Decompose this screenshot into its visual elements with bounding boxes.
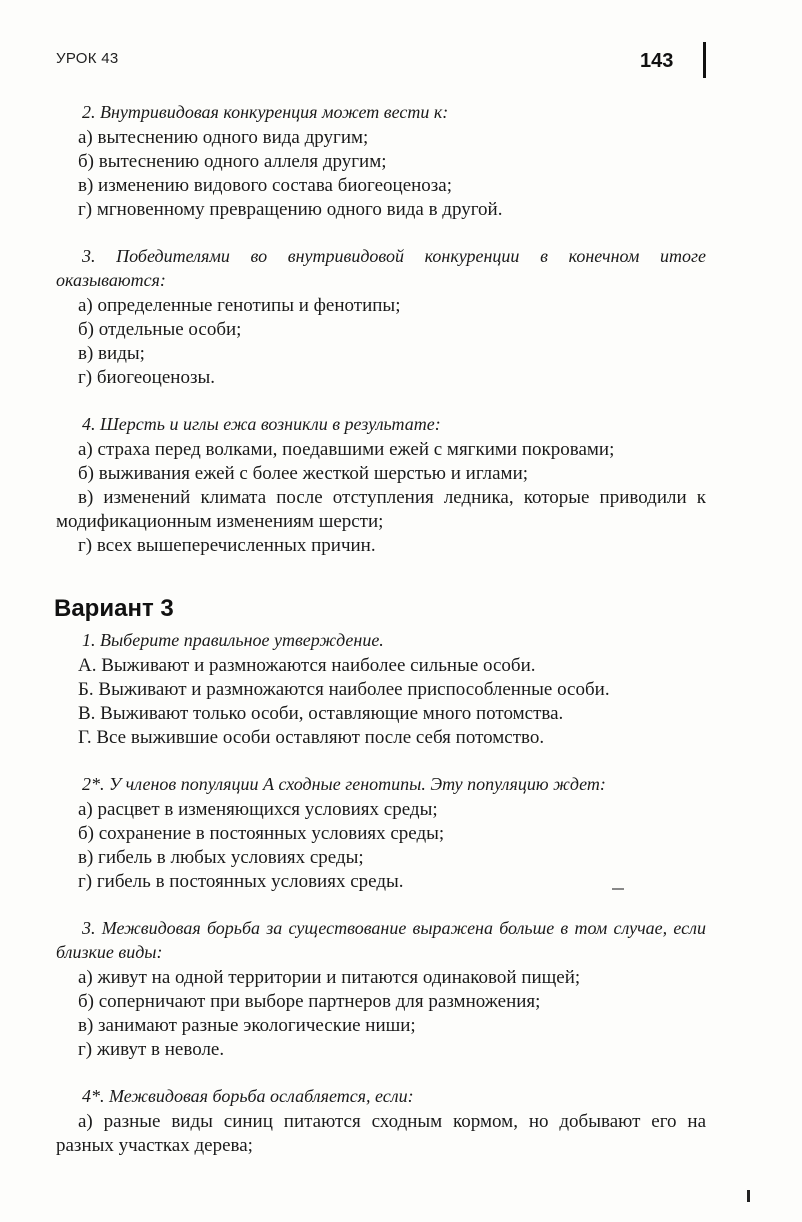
answer-option: б) выживания ежей с более жесткой шерстью и иглами; [78,463,529,484]
page-number-rule [703,42,706,78]
answer-option: г) биогеоценозы. [78,367,215,388]
answer-option: а) вытеснению одного вида другим; [78,127,369,148]
answer-option: в) занимают разные экологические ниши; [78,1015,416,1036]
answer-option: Г. Все выжившие особи оставляют после себя потомство. [78,727,545,748]
question-title: 2*. У членов популяции А сходные генотипы. Эту популяцию ждет: [82,774,606,794]
answer-option: б) отдельные особи; [78,319,242,340]
question-title: 1. Выберите правильное утверждение. [82,630,384,650]
answer-option: б) соперничают при выборе партнеров для размножения; [78,991,541,1012]
answer-option: а) страха перед волками, поедавшими ежей с мягкими покровами; [78,439,615,460]
question-v3-q3 [56,916,706,1062]
answer-option: г) мгновенному превращению одного вида в другой. [78,199,503,220]
answer-option: г) гибель в постоянных условиях среды. [78,871,404,892]
answer-option: Б. Выживают и размножаются наиболее приспособленные особи. [78,679,610,700]
answer-option: б) сохранение в постоянных условиях среды; [78,823,445,844]
answer-option: г) живут в неволе. [78,1039,225,1060]
scan-mark [747,1190,750,1202]
question-title: 4*. Межвидовая борьба ослабляется, если: [82,1086,414,1106]
answer-option: в) изменений климата после отступления ледника, которые приводили к модификационным изменениям шерсти; [56,487,706,532]
page-content [56,100,706,1158]
answer-option: А. Выживают и размножаются наиболее сильные особи. [78,655,536,676]
answer-option: а) определенные генотипы и фенотипы; [78,295,401,316]
question-title: 2. Внутривидовая конкуренция может вести к: [82,102,449,122]
question-s1-q3 [56,244,706,390]
answer-option: а) живут на одной территории и питаются одинаковой пищей; [78,967,581,988]
answer-option: а) расцвет в изменяющихся условиях среды; [78,799,438,820]
scan-mark [612,888,624,890]
question-s1-q2 [56,100,706,222]
answer-option: а) разные виды синиц питаются сходным кормом, но добывают его на разных участках дерева; [56,1111,706,1156]
question-s1-q4 [56,412,706,558]
answer-option: В. Выживают только особи, оставляющие много потомства. [78,703,564,724]
answer-option: г) всех вышеперечисленных причин. [78,535,376,556]
question-v3-q2 [56,772,706,894]
question-v3-q1 [56,628,706,750]
answer-option: в) гибель в любых условиях среды; [78,847,364,868]
answer-option: в) изменению видового состава биогеоценоза; [78,175,453,196]
question-title: 3. Межвидовая борьба за существование выражена больше в том случае, если близкие виды: [56,918,706,962]
page-number: 143 [640,50,674,72]
running-head: УРОК 43 [56,50,119,67]
question-title: 4. Шерсть и иглы ежа возникли в результате: [82,414,441,434]
question-v3-q4 [56,1084,706,1158]
answer-option: в) виды; [78,343,145,364]
answer-option: б) вытеснению одного аллеля другим; [78,151,387,172]
variant-heading: Вариант 3 [54,595,174,622]
question-title: 3. Победителями во внутривидовой конкуренции в конечном итоге оказываются: [56,246,706,290]
